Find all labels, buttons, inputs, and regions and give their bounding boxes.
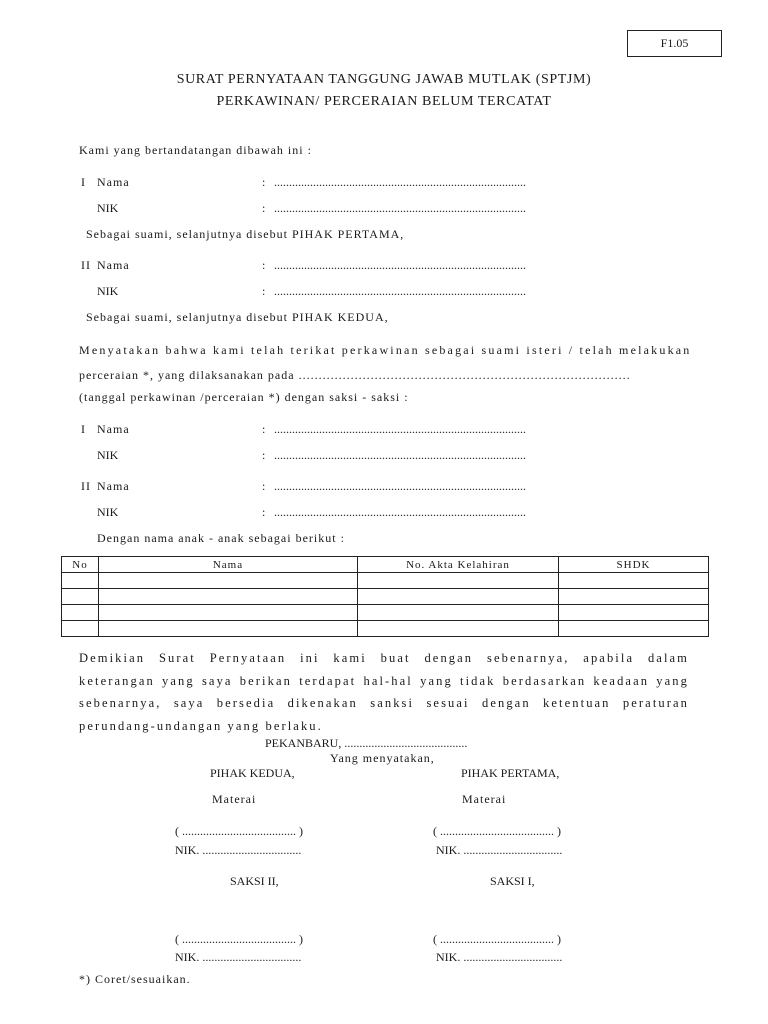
table-cell[interactable] bbox=[358, 573, 559, 589]
children-intro: Dengan nama anak - anak sebagai berikut : bbox=[97, 531, 345, 545]
party1-nik-label: NIK bbox=[97, 201, 119, 215]
party2-role: Sebagai suami, selanjutnya disebut PIHAK KEDUA, bbox=[86, 310, 389, 324]
party2-number: II bbox=[81, 258, 91, 272]
party1-nik-colon: : bbox=[262, 201, 266, 215]
party2-nik-label: NIK bbox=[97, 284, 119, 298]
materai-left: Materai bbox=[212, 792, 257, 806]
party2-name-field[interactable]: .................................................................................... bbox=[274, 258, 526, 272]
table-cell[interactable] bbox=[559, 605, 709, 621]
saksi-ii-label: SAKSI II, bbox=[230, 874, 279, 888]
place-date: PEKANBARU, ......................................... bbox=[265, 736, 468, 750]
right-witness-nik-line[interactable]: NIK. ................................. bbox=[436, 950, 563, 964]
saksi-i-label: SAKSI I, bbox=[490, 874, 535, 888]
right-name-line[interactable]: ( ...................................... ) bbox=[433, 824, 561, 838]
form-code: F1.05 bbox=[627, 30, 722, 57]
table-row bbox=[62, 621, 709, 637]
table-cell[interactable] bbox=[99, 589, 358, 605]
header-shdk: SHDK bbox=[559, 557, 709, 573]
table-cell[interactable] bbox=[62, 621, 99, 637]
table-cell[interactable] bbox=[559, 573, 709, 589]
table-cell[interactable] bbox=[99, 573, 358, 589]
table-cell[interactable] bbox=[358, 605, 559, 621]
witness1-name-label: Nama bbox=[97, 422, 130, 436]
witness2-name-label: Nama bbox=[97, 479, 130, 493]
table-cell[interactable] bbox=[559, 621, 709, 637]
intro-text: Kami yang bertandatangan dibawah ini : bbox=[79, 143, 312, 157]
party1-nik-field[interactable]: .................................................................................... bbox=[274, 201, 526, 215]
right-nik-line[interactable]: NIK. ................................. bbox=[436, 843, 563, 857]
party2-nik-colon: : bbox=[262, 284, 266, 298]
materai-right: Materai bbox=[462, 792, 507, 806]
party1-name-field[interactable]: .................................................................................... bbox=[274, 175, 526, 189]
statement-line-2: perceraian *, yang dilaksanakan pada ................................................................................... bbox=[79, 368, 631, 382]
statement-line-3: (tanggal perkawinan /perceraian *) dengan saksi - saksi : bbox=[79, 390, 409, 404]
table-cell[interactable] bbox=[62, 589, 99, 605]
witness1-nik-label: NIK bbox=[97, 448, 119, 462]
party1-name-colon: : bbox=[262, 175, 266, 189]
left-name-line[interactable]: ( ...................................... ) bbox=[175, 824, 303, 838]
table-cell[interactable] bbox=[358, 621, 559, 637]
table-cell[interactable] bbox=[358, 589, 559, 605]
witness1-name-field[interactable]: .................................................................................... bbox=[274, 422, 526, 436]
witness1-nik-field[interactable]: .................................................................................... bbox=[274, 448, 526, 462]
footnote: *) Coret/sesuaikan. bbox=[79, 972, 191, 986]
header-akta: No. Akta Kelahiran bbox=[358, 557, 559, 573]
declarer-label: Yang menyatakan, bbox=[330, 751, 435, 765]
table-cell[interactable] bbox=[99, 621, 358, 637]
witness2-nik-colon: : bbox=[262, 505, 266, 519]
right-witness-name-line[interactable]: ( ...................................... ) bbox=[433, 932, 561, 946]
pihak-kedua-label: PIHAK KEDUA, bbox=[210, 766, 295, 780]
witness1-nik-colon: : bbox=[262, 448, 266, 462]
statement-line-1: Menyatakan bahwa kami telah terikat perkawinan sebagai suami isteri / telah melakukan bbox=[79, 343, 692, 357]
title-line-2: PERKAWINAN/ PERCERAIAN BELUM TERCATAT bbox=[216, 94, 552, 109]
table-cell[interactable] bbox=[559, 589, 709, 605]
table-cell[interactable] bbox=[99, 605, 358, 621]
witness2-nik-label: NIK bbox=[97, 505, 119, 519]
party1-role: Sebagai suami, selanjutnya disebut PIHAK PERTAMA, bbox=[86, 227, 405, 241]
table-row bbox=[62, 573, 709, 589]
table-row bbox=[62, 589, 709, 605]
closing-paragraph: Demikian Surat Pernyataan ini kami buat dengan sebenarnya, apabila dalam keterangan yang saya berikan terdapat hal-hal yang tidak berdasarkan keadaan yang sebenarnya, saya bersedia dikenakan sanksi sesuai dengan ketentuan peraturan perundang-undangan yang berlaku. bbox=[79, 651, 689, 733]
party1-number: I bbox=[81, 175, 86, 189]
party2-nik-field[interactable]: .................................................................................... bbox=[274, 284, 526, 298]
table-row bbox=[62, 605, 709, 621]
children-table bbox=[61, 556, 709, 637]
header-nama: Nama bbox=[99, 557, 358, 573]
witness2-name-field[interactable]: .................................................................................... bbox=[274, 479, 526, 493]
party1-name-label: Nama bbox=[97, 175, 130, 189]
table-cell[interactable] bbox=[62, 605, 99, 621]
left-nik-line[interactable]: NIK. ................................. bbox=[175, 843, 302, 857]
witness2-name-colon: : bbox=[262, 479, 266, 493]
witness2-number: II bbox=[81, 479, 91, 493]
witness1-name-colon: : bbox=[262, 422, 266, 436]
left-witness-name-line[interactable]: ( ...................................... ) bbox=[175, 932, 303, 946]
witness2-nik-field[interactable]: .................................................................................... bbox=[274, 505, 526, 519]
table-cell[interactable] bbox=[62, 573, 99, 589]
party2-name-colon: : bbox=[262, 258, 266, 272]
header-no: No bbox=[62, 557, 99, 573]
party2-name-label: Nama bbox=[97, 258, 130, 272]
witness1-number: I bbox=[81, 422, 86, 436]
left-witness-nik-line[interactable]: NIK. ................................. bbox=[175, 950, 302, 964]
title-line-1: SURAT PERNYATAAN TANGGUNG JAWAB MUTLAK (SPTJM) bbox=[176, 72, 592, 87]
pihak-pertama-label: PIHAK PERTAMA, bbox=[461, 766, 560, 780]
table-header-row bbox=[62, 557, 709, 573]
